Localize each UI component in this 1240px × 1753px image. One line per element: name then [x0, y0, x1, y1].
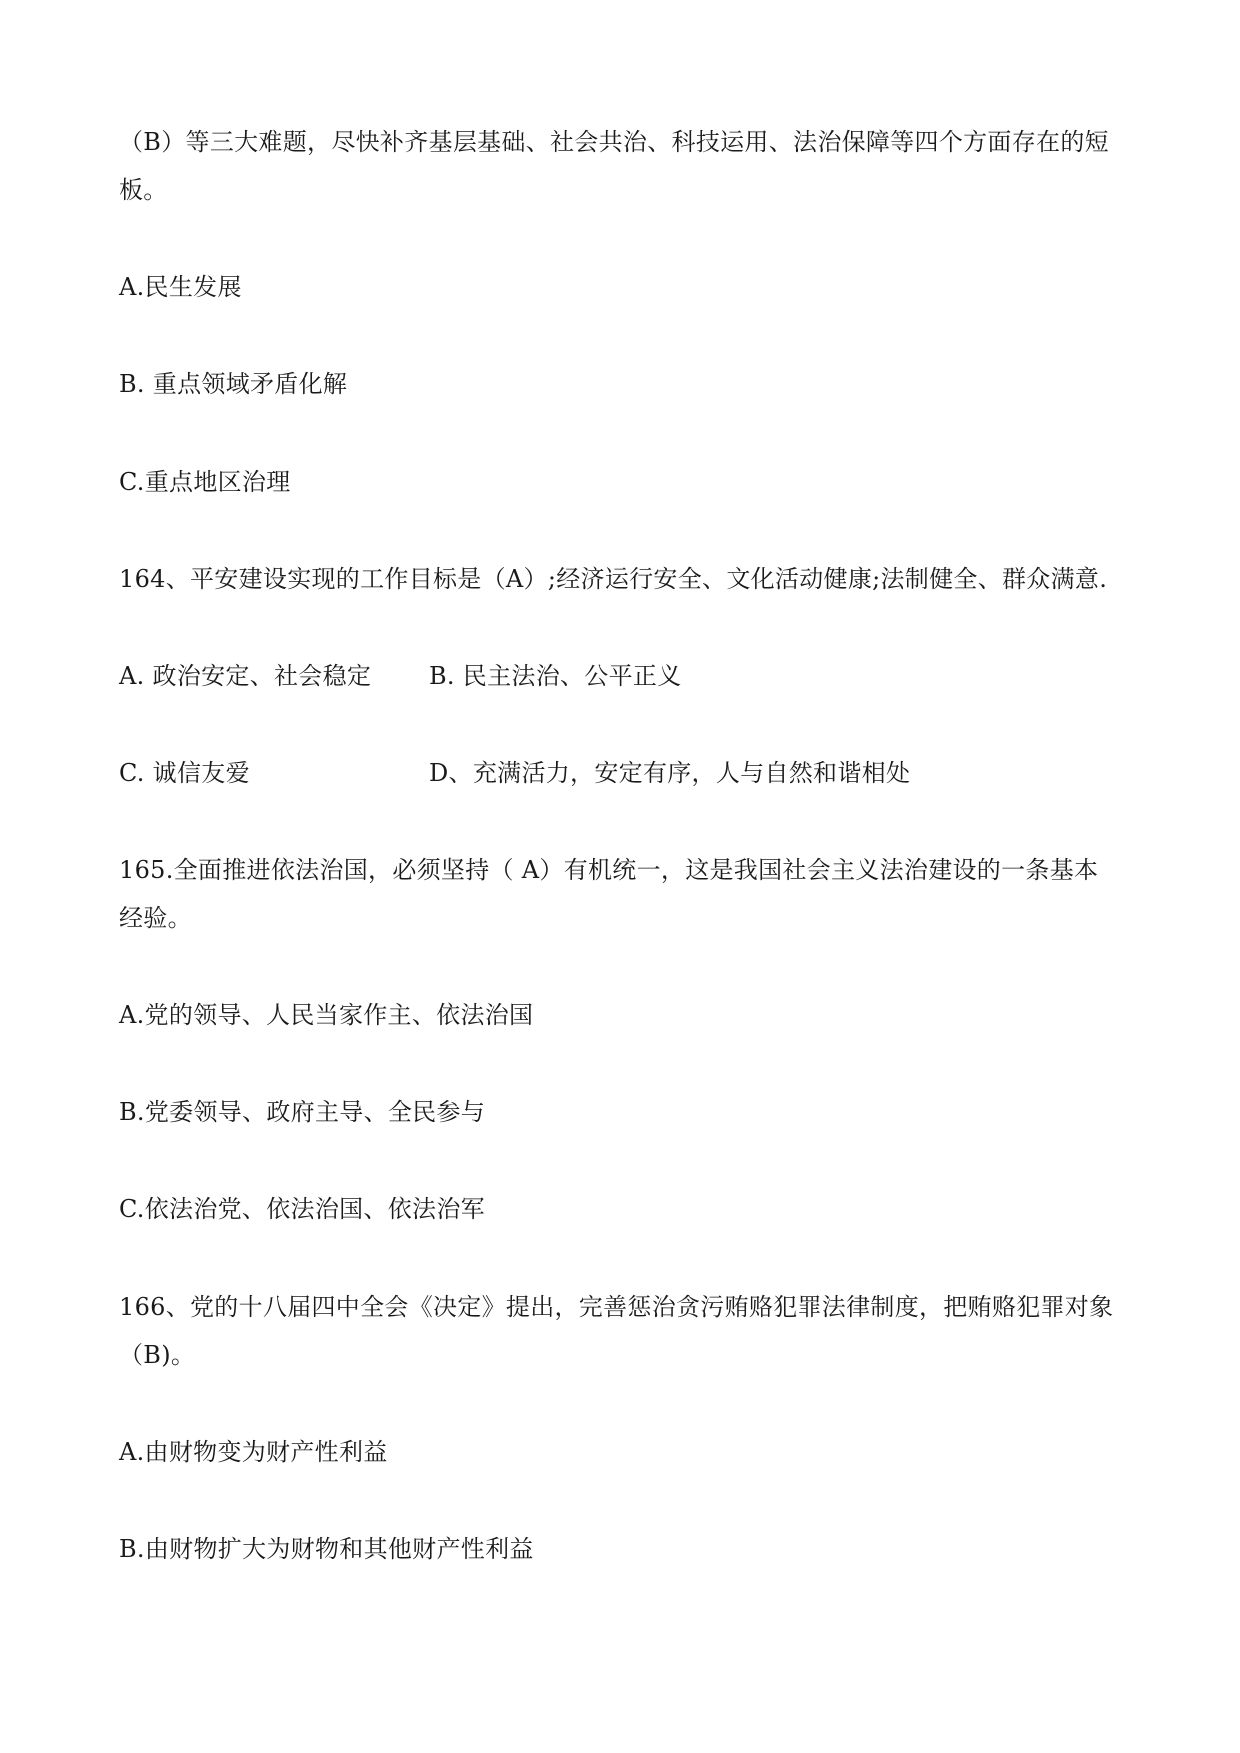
- q164-option-a: A. 政治安定、社会稳定: [119, 662, 372, 690]
- q166-question-line-1: 166、党的十八届四中全会《决定》提出，完善惩治贪污贿赂犯罪法律制度，把贿赂犯罪对象: [119, 1293, 1114, 1321]
- q164-option-b: B. 民主法治、公平正义: [429, 662, 682, 690]
- q164-options-row-2: [119, 757, 911, 789]
- intro-question-line-1: （B）等三大难题，尽快补齐基层基础、社会共治、科技运用、法治保障等四个方面存在的短: [119, 128, 1109, 156]
- q164-option-c: C. 诚信友爱: [119, 759, 250, 787]
- intro-option-a: A.民生发展: [119, 273, 242, 301]
- intro-option-c: C.重点地区治理: [119, 468, 291, 496]
- q165-option-b: B.党委领导、政府主导、全民参与: [119, 1098, 486, 1126]
- intro-option-b: B. 重点领域矛盾化解: [119, 370, 348, 398]
- q164-options-row-1: [119, 660, 682, 692]
- q166-option-a: A.由财物变为财产性利益: [119, 1438, 388, 1466]
- intro-question-line-2: 板。: [119, 176, 168, 204]
- q164-option-d: D、充满活力，安定有序，人与自然和谐相处: [429, 759, 911, 787]
- q166-question-line-2: （B)。: [119, 1341, 196, 1369]
- q165-option-c: C.依法治党、依法治国、依法治军: [119, 1195, 485, 1223]
- q165-option-a: A.党的领导、人民当家作主、依法治国: [119, 1001, 534, 1029]
- q164-question: 164、平安建设实现的工作目标是（A）;经济运行安全、文化活动健康;法制健全、群众满意.: [119, 565, 1108, 593]
- q165-question-line-1: 165.全面推进依法治国，必须坚持（ A）有机统一，这是我国社会主义法治建设的一条基本: [119, 856, 1099, 884]
- q166-option-b: B.由财物扩大为财物和其他财产性利益: [119, 1535, 534, 1563]
- q165-question-line-2: 经验。: [119, 904, 192, 932]
